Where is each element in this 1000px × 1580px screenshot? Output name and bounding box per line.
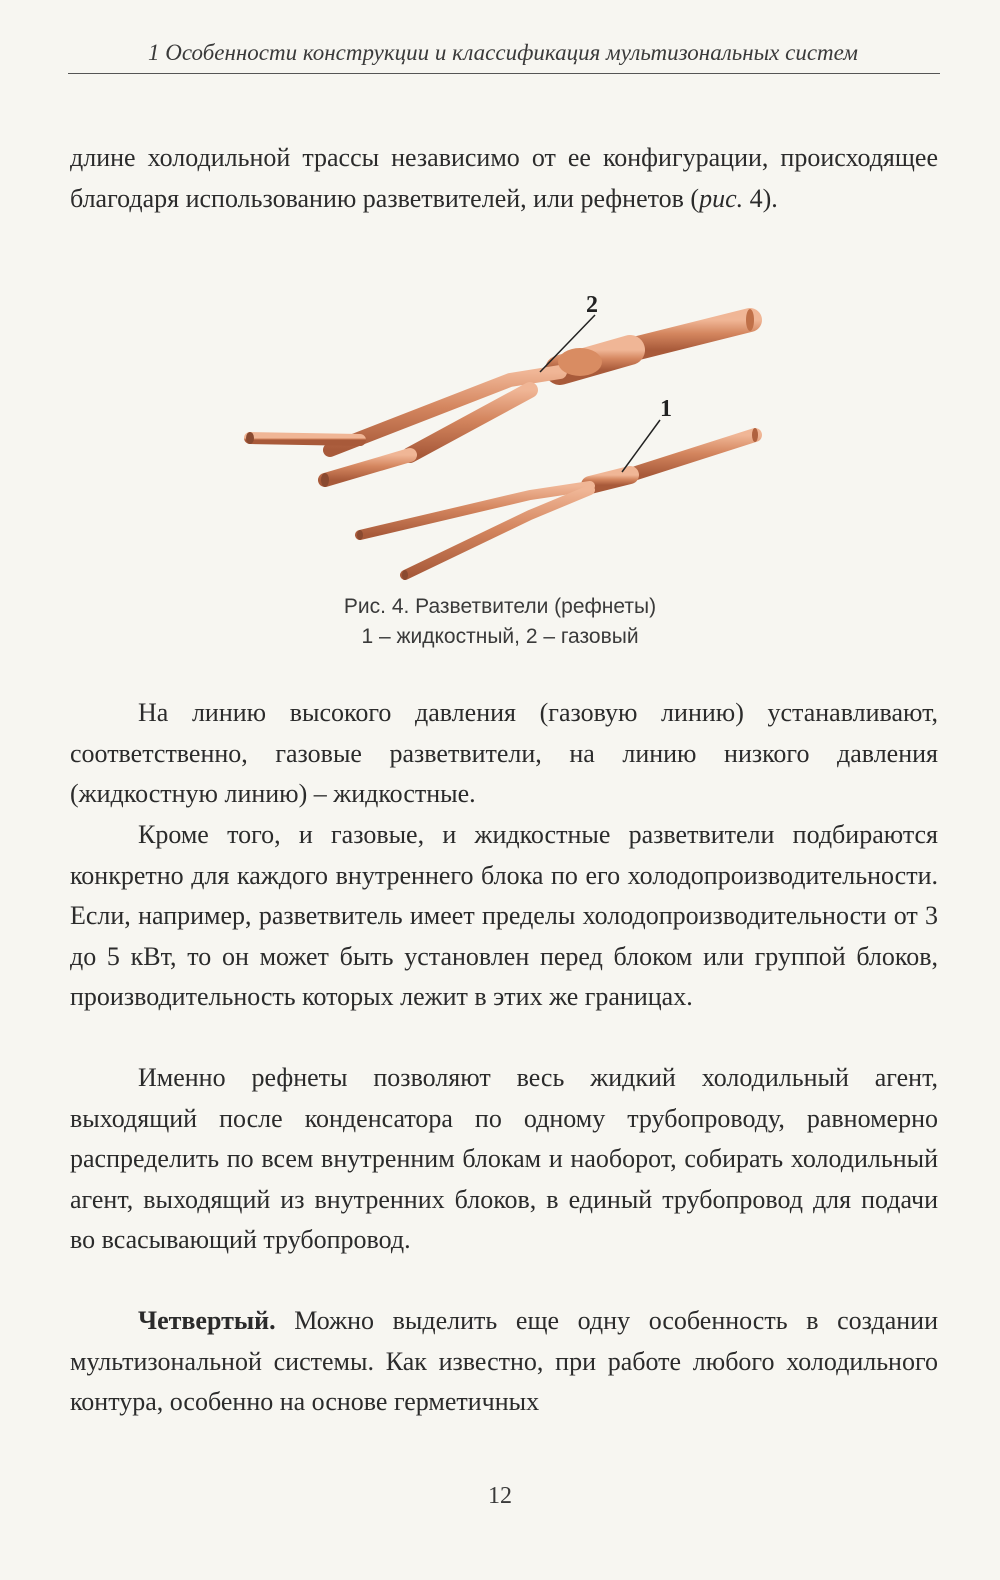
paragraph-2: Кроме того, и газовые, и жидкостные разветвители подбираются конкретно для каждого внутреннего блока по его холодопроизводительности. Если, например, разветвитель имеет пределы холодопроизводительности от 3 до 5 кВт, то он может быть установлен перед блоком или группой блоков, производительность которых лежит в этих же границах. [70, 820, 938, 1011]
figure-caption-title: Рис. 4. Разветвители (рефнеты) [343, 595, 657, 618]
header-rule [68, 73, 940, 74]
paragraph-1: На линию высокого давления (газовую линию) устанавливают, соответственно, газовые разветвители, на линию низкого давления (жидкостную линию) – жидкостные. [70, 698, 938, 808]
section-lead: Четвертый. [138, 1306, 276, 1335]
intro-text-end: 4). [743, 183, 778, 213]
figure-refnets [230, 290, 790, 590]
refnet-illustration [230, 290, 790, 590]
figure-reference: рис. [699, 183, 744, 213]
paragraph-4 [70, 1301, 938, 1423]
intro-paragraph [70, 138, 938, 219]
label-1: 1 [660, 396, 672, 422]
figure-caption-legend: 1 – жидкостный, 2 – газовый [361, 625, 639, 648]
running-head: 1 Особенности конструкции и классификация мультизональных систем [148, 40, 858, 65]
paragraph-3: Именно рефнеты позволяют весь жидкий холодильный агент, выходящий после конденсатора по одному трубопроводу, равномерно распределить по всем внутренним блокам и наоборот, собирать холодильный агент, выходящий из внутренних блоков, в единый трубопровод для подачи во всасывающий трубопровод. [70, 1063, 938, 1254]
paragraph-4-text: Можно выделить еще одну особенность в создании мультизональной системы. Как известно, при работе любого холодильного контура, особенно на основе герметичных [70, 1306, 938, 1416]
intro-text: длине холодильной трассы независимо от ее конфигурации, происходящее благодаря использованию разветвителей, или рефнетов ( [70, 143, 938, 213]
label-2: 2 [586, 292, 598, 318]
page-number: 12 [488, 1483, 512, 1509]
